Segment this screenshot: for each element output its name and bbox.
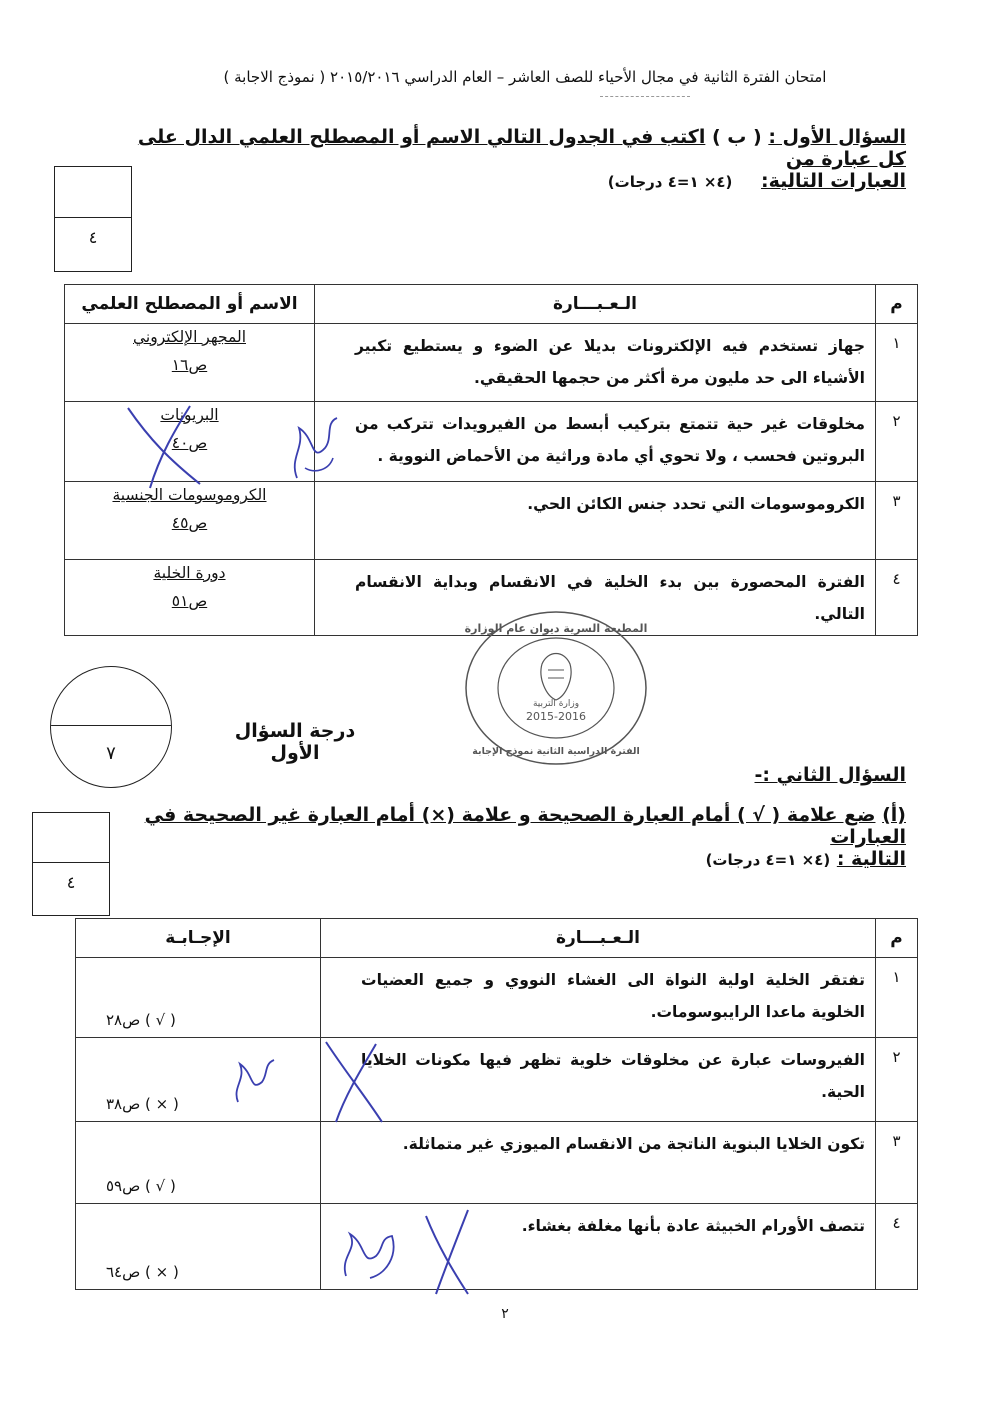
q1-table-header — [65, 285, 918, 324]
q1-score-box-top — [55, 167, 131, 218]
row-statement: الكروموسومات التي تحدد جنس الكائن الحي. — [315, 482, 876, 560]
q2-col-statement: الـعـبـــارة — [321, 919, 876, 958]
q1-instruction: اكتب في الجدول التالي الاسم أو المصطلح العلمي الدال على كل عبارة من — [137, 126, 906, 170]
page-number: ٢ — [501, 1306, 509, 1322]
stamp-outer-text: المطبعة السرية ديوان عام الوزارة — [464, 622, 648, 635]
q2-table-header — [76, 919, 918, 958]
row-number: ١ — [876, 958, 918, 1038]
handwritten-cross-mark — [120, 400, 210, 490]
row-number: ٣ — [876, 482, 918, 560]
table-row — [76, 1204, 918, 1290]
handwritten-cross-mark — [418, 1206, 478, 1296]
table-row — [76, 1038, 918, 1122]
stamp-bottom-text: الفترة الدراسية الثانية نموذج الإجابة — [472, 746, 640, 757]
handwritten-initials-mark — [228, 1052, 278, 1112]
row-number: ٢ — [876, 402, 918, 482]
q2-instruction: ضع علامة ( √ ) أمام العبارة الصحيحة و علامة (×) أمام العبارة غير الصحيحة في العبارات — [144, 804, 906, 848]
row-statement: تتصف الأورام الخبيثة عادة بأنها مغلفة بغشاء. — [321, 1204, 876, 1290]
q2-score: ٤ — [66, 872, 76, 892]
q2-col-answer: الإجـابـة — [76, 919, 321, 958]
row-term-cell — [65, 560, 315, 636]
official-stamp — [462, 608, 650, 768]
q1-part-label: ( ب ) — [711, 126, 762, 148]
q1-total-circle — [50, 666, 172, 788]
q1-heading — [126, 126, 906, 170]
row-term: المجهر الإلكتروني — [133, 328, 246, 346]
row-number: ٤ — [876, 560, 918, 636]
q2-part-label: (أ) — [882, 804, 906, 826]
header-rule — [600, 96, 690, 97]
q2-table — [75, 918, 918, 1290]
row-page-ref: ص٤٥ — [171, 514, 208, 532]
handwritten-cross-mark — [320, 1036, 390, 1126]
q2-heading-line2 — [406, 848, 906, 870]
q1-total-label: درجة السؤال الأول — [234, 720, 356, 764]
row-statement: تكون الخلايا البنوية الناتجة من الانقسام الميوزي غير متماثلة. — [321, 1122, 876, 1204]
row-answer-mark: ( √ ) — [145, 1177, 176, 1195]
q2-marks: (٤× ١=٤ درجات) — [705, 851, 831, 869]
q1-score: ٤ — [88, 227, 98, 247]
row-page-ref: ص٥١ — [171, 592, 208, 610]
row-number: ٢ — [876, 1038, 918, 1122]
row-term: البريونات — [160, 406, 219, 424]
row-answer-cell — [76, 1122, 321, 1204]
q1-marks: (٤× ١=٤ درجات) — [607, 173, 733, 191]
row-term-cell — [65, 482, 315, 560]
row-number: ١ — [876, 324, 918, 402]
q2-score-box — [32, 812, 110, 916]
q2-heading — [126, 804, 906, 848]
q2-label: السؤال الثاني :- — [754, 764, 906, 786]
row-number: ٤ — [876, 1204, 918, 1290]
table-row — [76, 1122, 918, 1204]
circle-divider — [51, 725, 171, 726]
q1-heading-line2 — [386, 170, 906, 192]
q2-score-box-top — [33, 813, 109, 863]
row-statement: جهاز تستخدم فيه الإلكترونات بديلا عن الضوء و يستطيع تكبير الأشياء الى حد مليون مرة أكثر من حجمها الحقيقي. — [315, 324, 876, 402]
row-term-cell — [65, 324, 315, 402]
row-answer-cell — [76, 1038, 321, 1122]
table-row — [76, 958, 918, 1038]
row-statement: مخلوقات غير حية تتمتع بتركيب أبسط من الفيرويدات تتركب من البروتين فحسب ، ولا تحوي أي مادة وراثية من الأحماض النووية . — [315, 402, 876, 482]
q1-col-num: م — [876, 285, 918, 324]
row-answer-mark: ( √ ) — [145, 1011, 176, 1029]
row-statement: الفترة المحصورة بين بدء الخلية في الانقسام وبداية الانقسام التالي. — [315, 560, 876, 636]
row-page-ref: ص٥٩ — [106, 1177, 141, 1195]
q1-score-box — [54, 166, 132, 272]
handwritten-initials-mark — [285, 408, 345, 488]
row-term: دورة الخلية — [153, 564, 226, 582]
q1-label: السؤال الأول : — [768, 126, 906, 148]
q1-col-term: الاسم أو المصطلح العلمي — [65, 285, 315, 324]
exam-header: امتحان الفترة الثانية في مجال الأحياء للصف العاشر – العام الدراسي ٢٠١٥/٢٠١٦ ( نموذج الاجابة ) — [223, 68, 827, 86]
row-page-ref: ص١٦ — [171, 356, 208, 374]
row-answer-cell — [76, 958, 321, 1038]
stamp-year: 2015-2016 — [526, 710, 586, 723]
table-row — [65, 324, 918, 402]
row-page-ref: ص٣٨ — [106, 1095, 141, 1113]
handwritten-initials-mark — [336, 1226, 406, 1286]
row-answer-mark: ( × ) — [145, 1263, 179, 1281]
q1-total-score: ٧ — [106, 743, 116, 764]
row-term: الكروموسومات الجنسية — [112, 486, 267, 504]
row-number: ٣ — [876, 1122, 918, 1204]
q1-instruction-2: العبارات التالية: — [761, 170, 906, 192]
q1-col-statement: الـعـبـــارة — [315, 285, 876, 324]
table-row — [65, 482, 918, 560]
row-page-ref: ص٦٤ — [106, 1263, 141, 1281]
row-answer-mark: ( × ) — [145, 1095, 179, 1113]
q2-instruction-2: التالية : — [836, 848, 906, 870]
row-statement: الفيروسات عبارة عن مخلوقات خلوية تظهر فيها مكونات الخلايا الحية. — [321, 1038, 876, 1122]
row-page-ref: ص٢٨ — [106, 1011, 141, 1029]
stamp-inner-text: وزارة التربية — [532, 699, 580, 709]
row-page-ref: ص٤٠ — [171, 434, 208, 452]
q2-col-num: م — [876, 919, 918, 958]
row-answer-cell — [76, 1204, 321, 1290]
row-statement: تفتقر الخلية اولية النواة الى الغشاء النووي و جميع العضيات الخلوية ماعدا الرايبوسومات. — [321, 958, 876, 1038]
